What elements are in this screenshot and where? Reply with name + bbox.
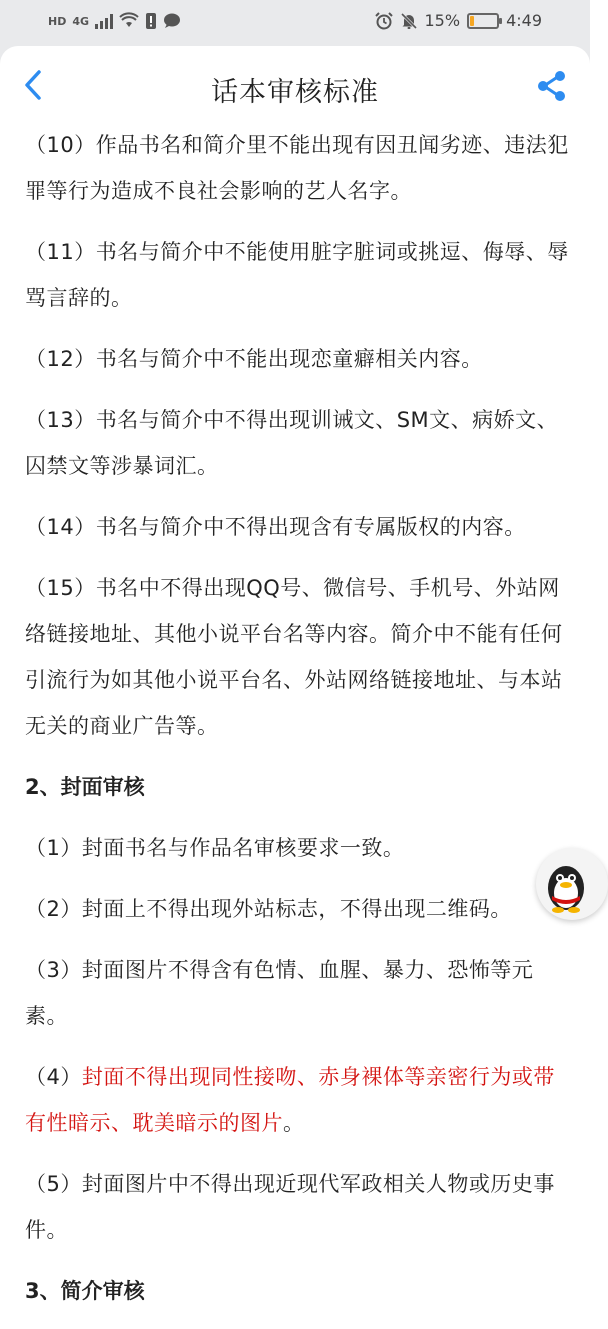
- rule-paragraph-12: （12）书名与简介中不能出现恋童癖相关内容。: [25, 347, 483, 371]
- cover-rule-3: （3）封面图片不得含有色情、血腥、暴力、恐怖等元素。: [25, 958, 534, 1028]
- header-card: [0, 46, 590, 122]
- status-bar-right: [375, 11, 543, 30]
- page-title: 话本审核标准: [211, 77, 379, 108]
- status-bar-left: [48, 12, 181, 30]
- cover-rule-4: [25, 1054, 573, 1146]
- share-button[interactable]: [536, 70, 568, 102]
- network-type-label: 4G: [72, 14, 90, 28]
- status-bar: [0, 0, 590, 46]
- rule-paragraph-13: （13）书名与简介中不得出现训诫文、SM文、病娇文、囚禁文等涉暴词汇。: [25, 408, 559, 478]
- alarm-icon: [375, 12, 393, 30]
- rule-paragraph-10: （10）作品书名和简介里不能出现有因丑闻劣迹、违法犯罪等行为造成不良社会影响的艺人名字。: [25, 133, 569, 203]
- battery-percent: 15%: [424, 11, 461, 30]
- signal-icon: [95, 13, 113, 29]
- app-header: [0, 46, 590, 122]
- section-title-intro: 3、简介审核: [25, 1279, 145, 1303]
- section-title-cover: 2、封面审核: [25, 775, 145, 799]
- cover-rule-4-suffix: 。: [283, 1111, 305, 1135]
- cover-rule-2: （2）封面上不得出现外站标志，不得出现二维码。: [25, 897, 512, 921]
- cover-rule-5: （5）封面图片中不得出现近现代军政相关人物或历史事件。: [25, 1172, 555, 1242]
- article-content: [25, 122, 573, 1329]
- cover-rule-1: （1）封面书名与作品名审核要求一致。: [25, 836, 405, 860]
- sim-alert-icon: [145, 12, 157, 30]
- hd-icon: HD: [48, 14, 67, 28]
- wifi-icon: [119, 13, 139, 29]
- penguin-mascot-icon: [536, 848, 608, 920]
- mute-icon: [400, 12, 418, 30]
- share-icon: [536, 70, 568, 102]
- clock-time: 4:49: [506, 11, 542, 30]
- rule-paragraph-15: （15）书名中不得出现QQ号、微信号、手机号、外站网络链接地址、其他小说平台名等内容。简介中不能有任何引流行为如其他小说平台名、外站网络链接地址、与本站无关的商业广告等。: [25, 576, 563, 738]
- message-icon: [163, 13, 181, 29]
- cover-rule-4-highlight: 封面不得出现同性接吻、赤身裸体等亲密行为或带有性暗示、耽美暗示的图片: [25, 1065, 555, 1135]
- cover-rule-4-prefix: （4）: [25, 1065, 82, 1089]
- rule-paragraph-14: （14）书名与简介中不得出现含有专属版权的内容。: [25, 515, 526, 539]
- floating-assistant-button[interactable]: [536, 848, 608, 920]
- rule-paragraph-11: （11）书名与简介中不能使用脏字脏词或挑逗、侮辱、辱骂言辞的。: [25, 240, 569, 310]
- battery-icon: [467, 13, 499, 29]
